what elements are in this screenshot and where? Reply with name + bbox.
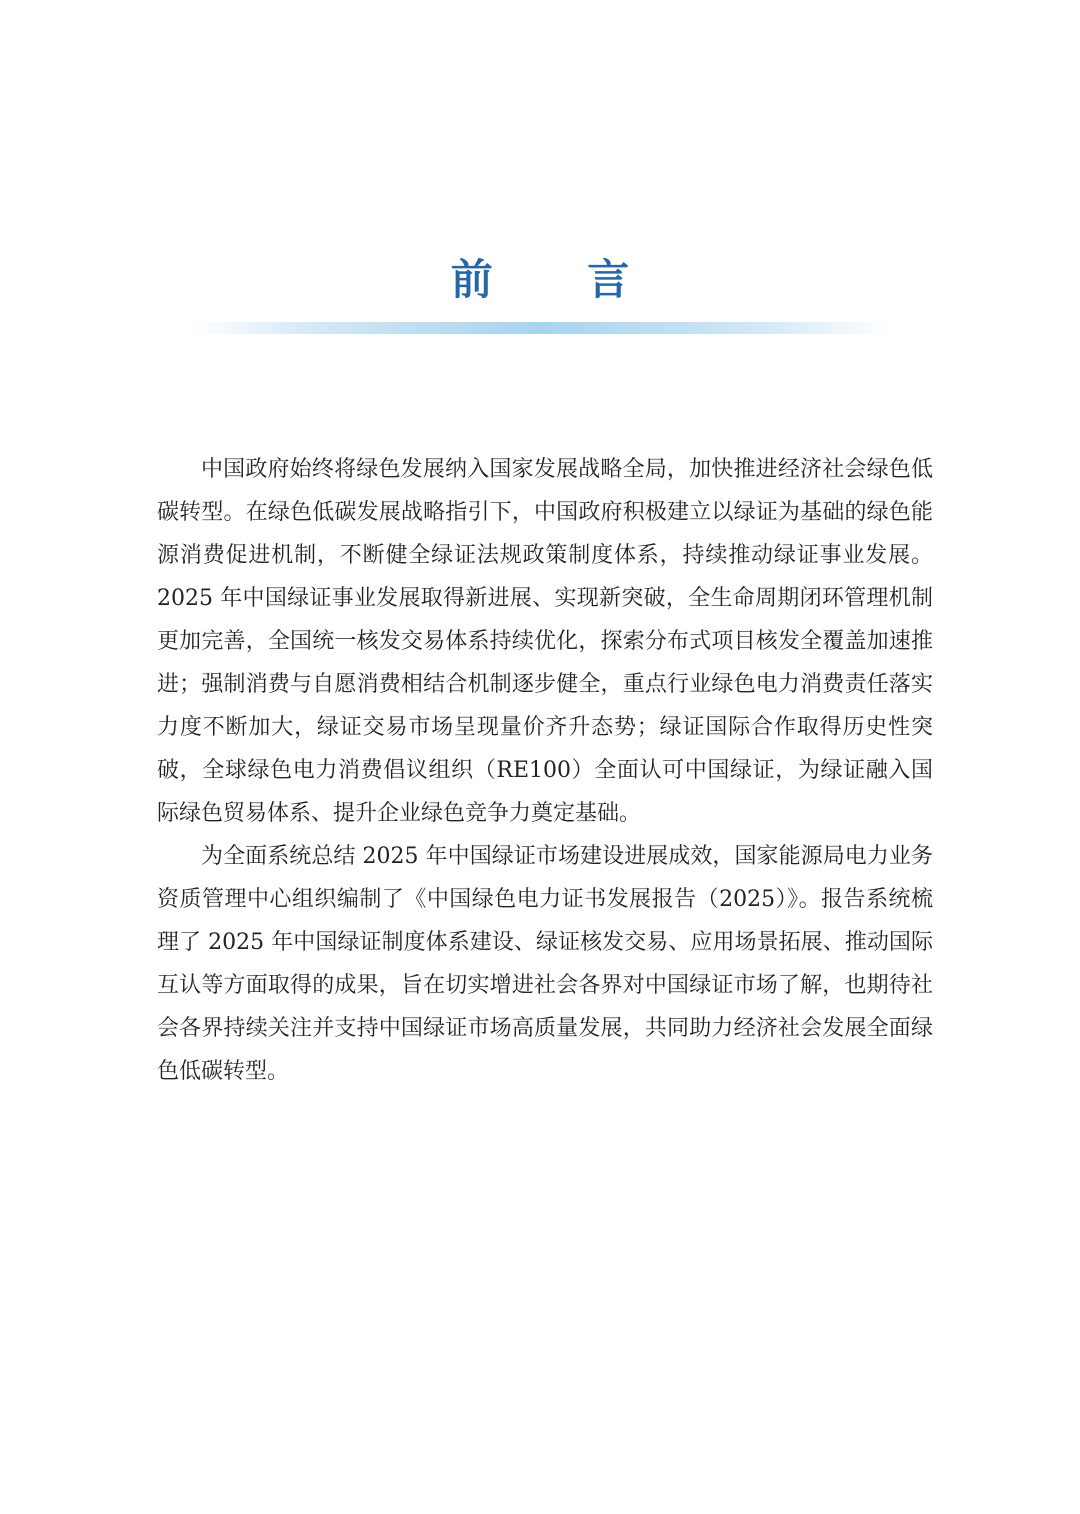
preface-body bbox=[157, 448, 933, 1093]
paragraph-1: 中国政府始终将绿色发展纳入国家发展战略全局，加快推进经济社会绿色低碳转型。在绿色低碳发展战略指引下，中国政府积极建立以绿证为基础的绿色能源消费促进机制，不断健全绿证法规政策制度体系，持续推动绿证事业发展。2025 年中国绿证事业发展取得新进展、实现新突破，全生命周期闭环管理机制更加完善，全国统一核发交易体系持续优化，探索分布式项目核发全覆盖加速推进；强制消费与自愿消费相结合机制逐步健全，重点行业绿色电力消费责任落实力度不断加大，绿证交易市场呈现量价齐升态势；绿证国际合作取得历史性突破，全球绿色电力消费倡议组织（RE100）全面认可中国绿证，为绿证融入国际绿色贸易体系、提升企业绿色竞争力奠定基础。 bbox=[157, 457, 933, 826]
title-underline-decoration bbox=[190, 322, 890, 334]
page-title: 前 言 bbox=[450, 255, 670, 304]
paragraph-2: 为全面系统总结 2025 年中国绿证市场建设进展成效，国家能源局电力业务资质管理中心组织编制了《中国绿色电力证书发展报告（2025）》。报告系统梳理了 2025 年中国绿证制度体系建设、绿证核发交易、应用场景拓展、推动国际互认等方面取得的成果，旨在切实增进社会各界对中国绿证市场了解，也期待社会各界持续关注并支持中国绿证市场高质量发展，共同助力经济社会发展全面绿色低碳转型。 bbox=[157, 844, 933, 1084]
